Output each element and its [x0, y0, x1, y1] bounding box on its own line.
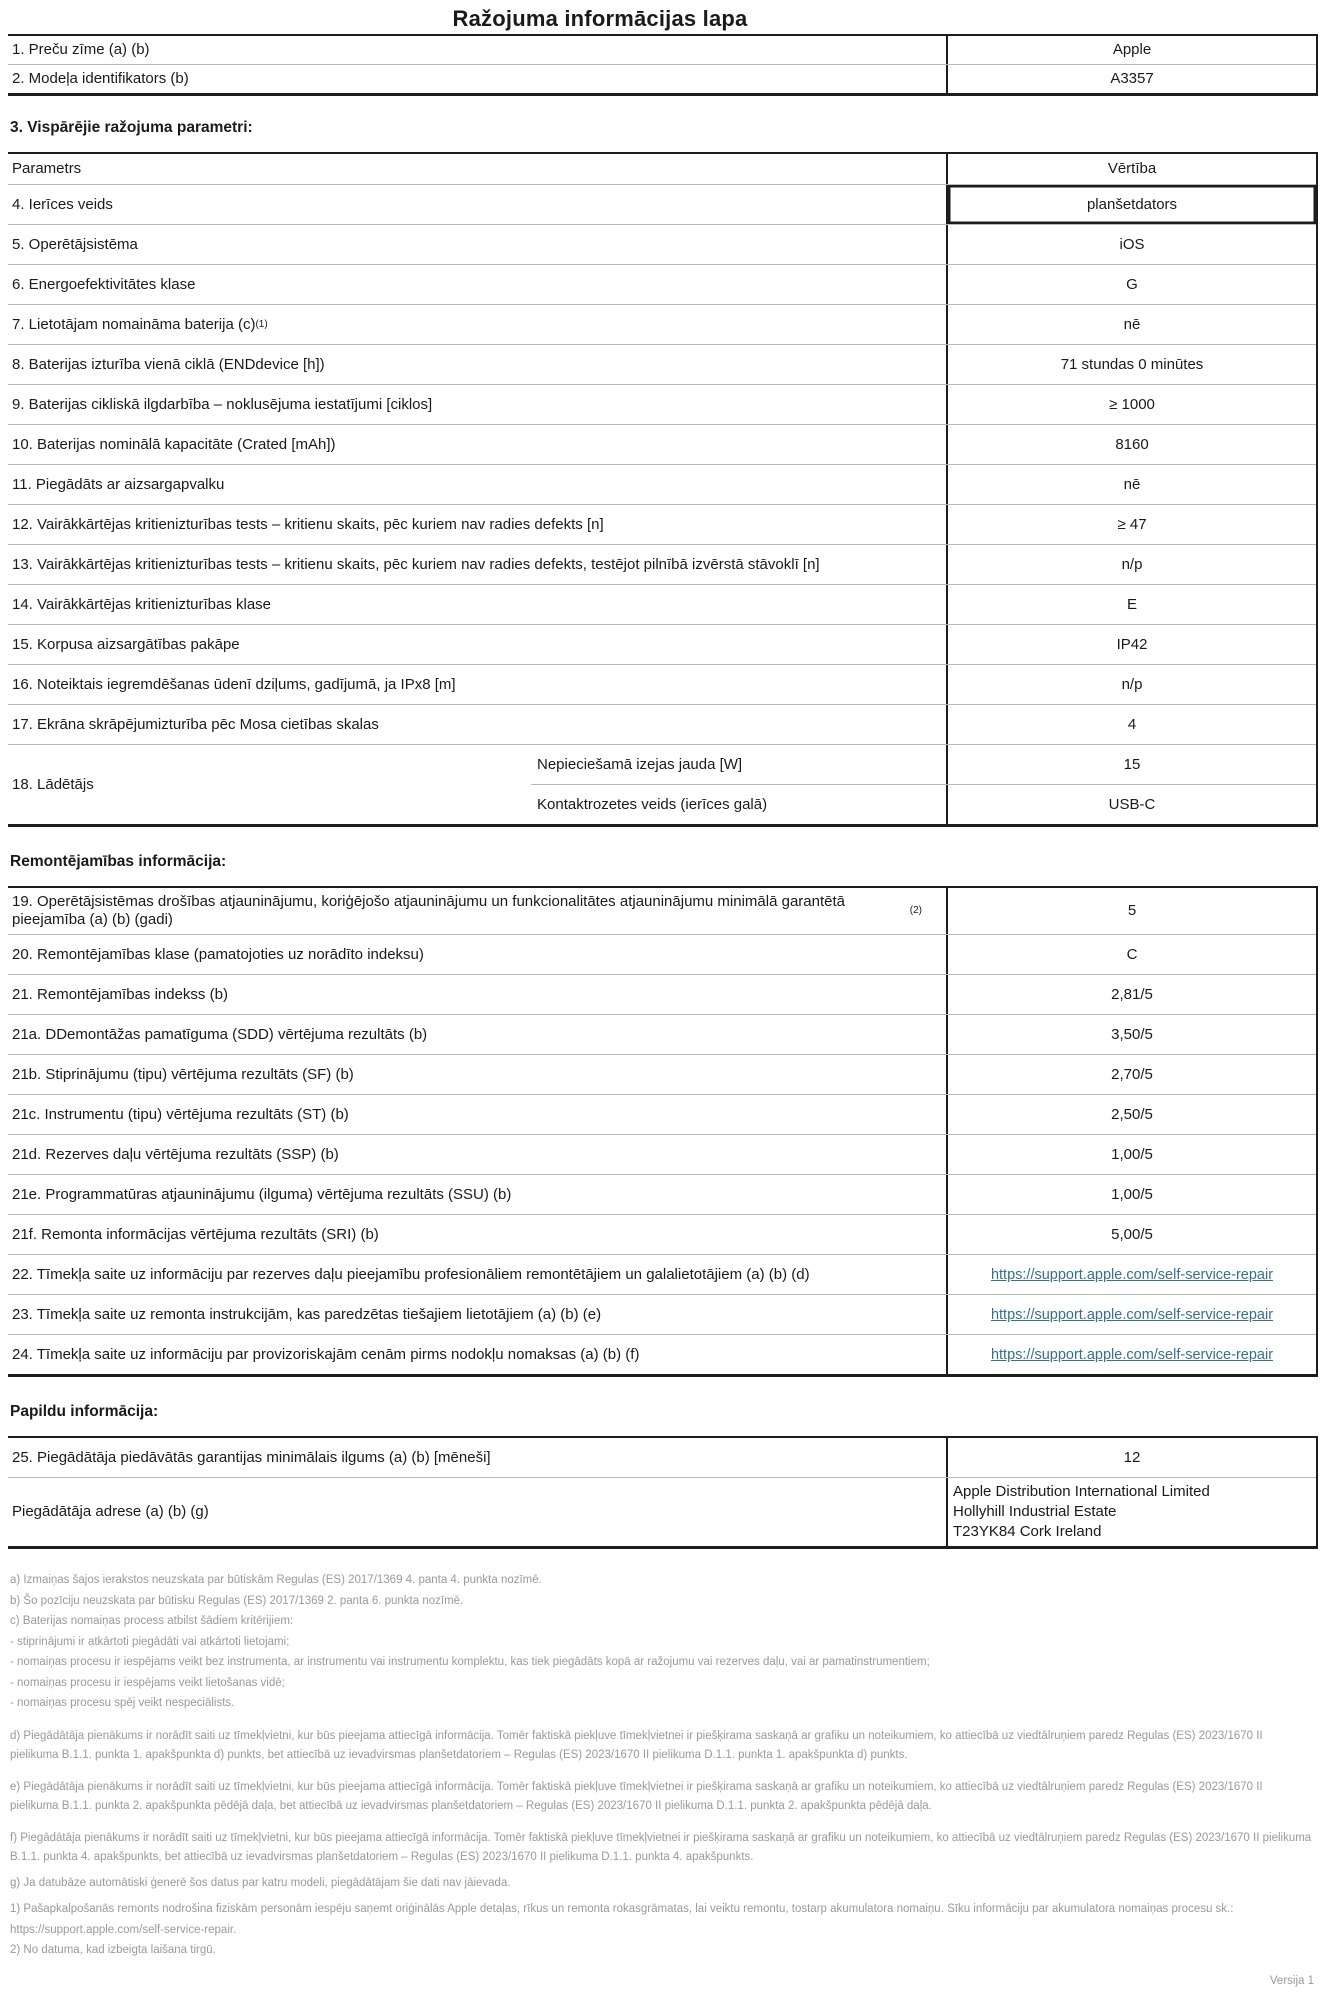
table-row	[8, 935, 1316, 975]
row-value	[946, 265, 1316, 304]
row-label	[8, 1055, 946, 1094]
row-label-text: 1. Preču zīme (a) (b)	[12, 41, 150, 58]
row-value	[946, 665, 1316, 704]
row-value	[946, 1295, 1316, 1334]
row-value-text: planšetdators	[1086, 195, 1178, 213]
row-label-text: Parametrs	[12, 160, 82, 177]
row-value-text: 2,81/5	[1111, 985, 1153, 1003]
row-value-text: IP42	[1116, 635, 1148, 653]
table-row	[8, 665, 1316, 705]
charger-sub-row	[531, 745, 1316, 785]
row-label-text: 2. Modeļa identifikators (b)	[12, 70, 189, 87]
table-row	[8, 1175, 1316, 1215]
table-row	[8, 36, 1316, 65]
table-row	[8, 65, 1316, 93]
footnote: - nomaiņas procesu ir iespējams veikt bez instrumenta, ar instrumentu vai instrumentu komplektu, kas tiek piegādāts kopā ar ražojumu vai rezerves daļu, vai ar pamatinstrumentiem;	[10, 1656, 930, 1668]
row-label	[8, 1335, 946, 1374]
row-label	[8, 585, 946, 624]
row-value	[946, 1055, 1316, 1094]
repair-link[interactable]: https://support.apple.com/self-service-repair	[990, 1266, 1274, 1283]
row-label-text: 21f. Remonta informācijas vērtējuma rezultāts (SRI) (b)	[12, 1225, 379, 1243]
address-line: T23YK84 Cork Ireland	[953, 1523, 1102, 1540]
row-label-text: 13. Vairākkārtējas kritienizturības tests – kritienu skaits, pēc kuriem nav radies defekts, testējot pilnībā izvērstā stāvoklī [n]	[12, 555, 820, 573]
address-line: Hollyhill Industrial Estate	[953, 1503, 1117, 1520]
row-value-text: 5	[1127, 902, 1137, 919]
row-label-text: 4. Ierīces veids	[12, 195, 113, 213]
row-value	[946, 36, 1316, 64]
row-value	[946, 65, 1316, 93]
row-value	[946, 1438, 1316, 1477]
row-label-text: 6. Energoefektivitātes klase	[12, 275, 196, 293]
row-value	[946, 745, 1316, 784]
charger-subrows	[531, 745, 1316, 824]
table-row	[8, 585, 1316, 625]
footnote: c) Baterijas nomaiņas process atbilst šādiem kritērijiem:	[10, 1615, 294, 1627]
table-row	[8, 345, 1316, 385]
footnote: d) Piegādātāja pienākums ir norādīt saiti uz tīmekļvietni, kur būs pieejama attiecīgā informācija. Tomēr faktiskā piekļuve tīmekļvietnei ir piešķirama saskaņā ar grafiku un noteikumiem, ko attiecībā uz viedtālruņiem paredz Regulas (ES) 2023/1670 II pielikuma B.1.1. punkta 1. apakšpunkta d) punkts, bet attiecībā uz ievadvirsmas planšetdatoriem – Regulas (ES) 2023/1670 II pielikuma D.1.1. punkta 1. apakšpunkta d) punkts.	[10, 1729, 1263, 1761]
row-label	[8, 1215, 946, 1254]
row-label	[8, 545, 946, 584]
repair-link[interactable]: https://support.apple.com/self-service-repair	[990, 1306, 1274, 1323]
footnote: - nomaiņas procesu spēj veikt nespeciālists.	[10, 1697, 235, 1709]
row-value-text: nē	[1123, 475, 1141, 493]
footnote: 1) Pašapkalpošanās remonts nodrošina fiziskām personām iespēju saņemt oriģinālās Apple detaļas, rīkus un remonta rokasgrāmatas, lai veiktu remontu, tostarp akumulatora nomaiņu. Sīku informāciju par akumulatora nomaiņas procesu sk.: https://support.apple.com/self-service-repair.	[10, 1903, 1234, 1936]
row-label: 19. Operētājsistēmas drošības atjauninājumu, koriģējošo atjauninājumu un funkcionalitātes atjauninājumu minimālā garantētā pieejamība (a) (b) (gadi) (2)	[12, 893, 922, 928]
row-value	[946, 935, 1316, 974]
row-label-text: 7. Lietotājam nomaināma baterija (c)	[12, 315, 256, 333]
repair-info-table	[8, 886, 1318, 1377]
identity-table	[8, 34, 1318, 96]
sub-row-label	[531, 745, 946, 784]
row-label	[8, 665, 946, 704]
row-label	[8, 36, 946, 64]
general-parameters-table	[8, 152, 1318, 827]
table-row	[8, 705, 1316, 745]
table-row-address	[8, 1478, 1316, 1546]
product-info-sheet	[0, 7, 1328, 1987]
footnote: 2) No datuma, kad izbeigta laišana tirgū.	[10, 1944, 216, 1956]
row-value	[946, 545, 1316, 584]
row-label	[8, 745, 531, 824]
row-value	[946, 1175, 1316, 1214]
row-label-text: 14. Vairākkārtējas kritienizturības klase	[12, 595, 271, 613]
row-label	[8, 154, 946, 184]
row-label	[8, 705, 946, 744]
row-value-text: 5,00/5	[1111, 1225, 1153, 1243]
table-row	[8, 1095, 1316, 1135]
row-label-text: 21. Remontējamības indekss (b)	[12, 985, 228, 1003]
row-label	[8, 265, 946, 304]
row-value	[946, 625, 1316, 664]
table-row	[8, 305, 1316, 345]
sub-row-label-text: Kontaktrozetes veids (ierīces galā)	[537, 796, 768, 813]
row-value-text: A3357	[1110, 70, 1154, 87]
footnote: f) Piegādātāja pienākums ir norādīt saiti uz tīmekļvietni, kur būs pieejama attiecīgā informācija. Tomēr faktiskā piekļuve tīmekļvietnei ir piešķirama saskaņā ar grafiku un noteikumiem, ko attiecībā uz viedtālruņiem paredz Regulas (ES) 2023/1670 II pielikuma B.1.1. punkta 4. apakšpunkts, bet attiecībā uz ievadvirsmas planšetdatoriem – Regulas (ES) 2023/1670 II pielikuma D.1.1. punkta 4. apakšpunkts.	[10, 1831, 1312, 1863]
row-value-text: 71 stundas 0 minūtes	[1060, 355, 1204, 373]
row-label	[8, 625, 946, 664]
row-value-text: G	[1126, 275, 1138, 293]
row-value	[946, 1095, 1316, 1134]
row-label	[8, 1015, 946, 1054]
row-label-text: 18. Lādētājs	[12, 776, 94, 793]
row-value-text: nē	[1123, 315, 1141, 333]
table-row-charger	[8, 745, 1316, 824]
row-value-text: ≥ 47	[1117, 515, 1147, 533]
row-label-text: 21e. Programmatūras atjauninājumu (ilguma) vērtējuma rezultāts (SSU) (b)	[12, 1185, 512, 1203]
row-value-text: 8160	[1115, 435, 1149, 453]
version-label: Versija 1	[1269, 1974, 1314, 1987]
sub-row-label	[531, 785, 946, 824]
row-value	[946, 1335, 1316, 1374]
table-row	[8, 465, 1316, 505]
row-label	[8, 505, 946, 544]
row-value	[946, 154, 1316, 184]
table-row	[8, 975, 1316, 1015]
row-label	[8, 1135, 946, 1174]
table-row	[8, 1135, 1316, 1175]
row-value	[946, 1478, 1316, 1546]
row-label-text: 21d. Rezerves daļu vērtējuma rezultāts (SSP) (b)	[12, 1145, 339, 1163]
row-value-text: 2,70/5	[1111, 1065, 1153, 1083]
row-value-text: 1,00/5	[1111, 1185, 1153, 1203]
footnote: - nomaiņas procesu ir iespējams veikt lietošanas vidē;	[10, 1676, 285, 1689]
footnote: e) Piegādātāja pienākums ir norādīt saiti uz tīmekļvietni, kur būs pieejama attiecīgā informācija. Tomēr faktiskā piekļuve tīmekļvietnei ir piešķirama saskaņā ar grafiku un noteikumiem, ko attiecībā uz viedtālruņiem paredz Regulas (ES) 2023/1670 II pielikuma B.1.1. punkta 2. apakšpunkta pēdējā daļa, bet attiecībā uz ievadvirsmas planšetdatoriem – Regulas (ES) 2023/1670 II pielikuma D.1.1. punkta 2. apakšpunkta pēdējā daļa.	[10, 1780, 1263, 1812]
footnote: g) Ja datubāze automātiski ģenerē šos datus par katru modeli, piegādātājam šie dati nav jāievada.	[10, 1876, 511, 1889]
footnote: - stiprinājumi ir atkārtoti piegādāti vai atkārtoti lietojami;	[10, 1635, 290, 1648]
table-row	[8, 1055, 1316, 1095]
row-value-text: 3,50/5	[1111, 1025, 1153, 1043]
row-value	[946, 505, 1316, 544]
address-line: Apple Distribution International Limited	[953, 1483, 1210, 1500]
row-value-text: USB-C	[1108, 795, 1156, 813]
row-value-text: Apple	[1112, 41, 1152, 58]
row-value	[946, 185, 1316, 224]
table-row	[8, 545, 1316, 585]
general-section-heading: 3. Vispārējie ražojuma parametri:	[10, 119, 253, 136]
row-label-text: 20. Remontējamības klase (pamatojoties uz norādīto indeksu)	[12, 945, 424, 963]
row-label-text: 24. Tīmekļa saite uz informāciju par provizoriskajām cenām pirms nodokļu nomaksas (a) (b) (f)	[12, 1345, 640, 1363]
row-label-text: 5. Operētājsistēma	[12, 235, 138, 253]
footnote: a) Izmaiņas šajos ierakstos neuzskata par būtiskām Regulas (ES) 2017/1369 4. panta 4. punkta nozīmē.	[10, 1574, 542, 1586]
table-row	[8, 505, 1316, 545]
row-label	[8, 975, 946, 1014]
footnotes	[8, 1570, 1318, 1961]
sub-row-label-text: Nepieciešamā izejas jauda [W]	[537, 756, 743, 773]
row-label-text: 23. Tīmekļa saite uz remonta instrukcijām, kas paredzētas tiešajiem lietotājiem (a) (b) (e)	[12, 1305, 602, 1323]
page-title: Ražojuma informācijas lapa	[452, 6, 748, 31]
row-label	[8, 345, 946, 384]
row-value-text: 4	[1127, 715, 1137, 733]
row-value	[946, 425, 1316, 464]
row-label-text: 25. Piegādātāja piedāvātās garantijas minimālais ilgums (a) (b) [mēneši]	[12, 1448, 491, 1466]
additional-section-heading: Papildu informācija:	[10, 1403, 159, 1420]
row-label	[8, 935, 946, 974]
table-row	[8, 625, 1316, 665]
row-value	[946, 225, 1316, 264]
repair-link[interactable]: https://support.apple.com/self-service-repair	[990, 1346, 1274, 1363]
row-label-text: 21a. DDemontāžas pamatīguma (SDD) vērtējuma rezultāts (b)	[12, 1025, 428, 1043]
table-row	[8, 265, 1316, 305]
row-value	[946, 345, 1316, 384]
row-label-text: 9. Baterijas cikliskā ilgdarbība – noklusējuma iestatījumi [ciklos]	[12, 395, 433, 413]
row-value-text: ≥ 1000	[1109, 395, 1155, 413]
row-label-text: 19. Operētājsistēmas drošības atjauninājumu, koriģējošo atjauninājumu un funkcionalitātes atjauninājumu minimālā garantētā pieejamība (a) (b) (gadi)	[12, 893, 845, 928]
table-row	[8, 385, 1316, 425]
row-label-text: 12. Vairākkārtējas kritienizturības tests – kritienu skaits, pēc kuriem nav radies defekts [n]	[12, 515, 604, 533]
table-row	[8, 1215, 1316, 1255]
footnote: b) Šo pozīciju neuzskata par būtisku Regulas (ES) 2017/1369 2. panta 6. punkta nozīmē.	[10, 1594, 464, 1607]
table-row	[8, 1255, 1316, 1295]
additional-info-table	[8, 1436, 1318, 1549]
row-label-text: Piegādātāja adrese (a) (b) (g)	[12, 1503, 209, 1520]
table-row	[8, 1438, 1316, 1478]
table-row	[8, 225, 1316, 265]
row-label-text: 10. Baterijas nominālā kapacitāte (Crated [mAh])	[12, 435, 336, 453]
row-label-text: 22. Tīmekļa saite uz informāciju par rezerves daļu pieejamību profesionāliem remontētājiem un galalietotājiem (a) (b) (d)	[12, 1265, 810, 1283]
row-value-text: 2,50/5	[1111, 1105, 1153, 1123]
table-row	[8, 425, 1316, 465]
table-header-row	[8, 154, 1316, 185]
row-label-text: 8. Baterijas izturība vienā ciklā (ENDdevice [h])	[12, 355, 325, 373]
table-row	[8, 1015, 1316, 1055]
row-label	[8, 1175, 946, 1214]
row-label	[8, 1255, 946, 1294]
row-label-text: 11. Piegādāts ar aizsargapvalku	[12, 475, 225, 493]
row-value	[946, 1135, 1316, 1174]
row-label	[8, 185, 946, 224]
row-value	[946, 975, 1316, 1014]
row-label-text: 16. Noteiktais iegremdēšanas ūdenī dziļums, gadījumā, ja IPx8 [m]	[12, 675, 456, 693]
table-row	[8, 1295, 1316, 1335]
row-value	[946, 305, 1316, 344]
table-row	[8, 1335, 1316, 1374]
row-label	[8, 1438, 946, 1477]
row-value	[946, 1215, 1316, 1254]
row-value	[946, 888, 1316, 934]
row-label	[8, 385, 946, 424]
row-value-text: 1,00/5	[1111, 1145, 1153, 1163]
row-label	[8, 65, 946, 93]
row-value-text: 12	[1123, 1448, 1141, 1466]
row-label: 7. Lietotājam nomaināma baterija (c) (1)	[12, 315, 268, 333]
row-value-text: n/p	[1121, 555, 1143, 573]
row-value	[946, 785, 1316, 824]
row-value-text: 15	[1123, 755, 1141, 773]
row-value	[946, 585, 1316, 624]
row-label	[8, 1478, 946, 1546]
row-label-text: 21c. Instrumentu (tipu) vērtējuma rezultāts (ST) (b)	[12, 1105, 349, 1123]
row-label	[8, 225, 946, 264]
table-row	[8, 888, 1316, 935]
row-value	[946, 705, 1316, 744]
row-label-text: 15. Korpusa aizsargātības pakāpe	[12, 635, 240, 653]
row-value	[946, 385, 1316, 424]
row-value-text: iOS	[1119, 235, 1145, 253]
row-label-text: 17. Ekrāna skrāpējumizturība pēc Mosa cietības skalas	[12, 715, 379, 733]
row-value	[946, 465, 1316, 504]
row-value-text: n/p	[1121, 675, 1143, 693]
row-value	[946, 1255, 1316, 1294]
row-value-text: E	[1126, 595, 1137, 613]
charger-sub-row	[531, 785, 1316, 824]
row-value-text: Vērtība	[1107, 160, 1157, 177]
row-label	[8, 425, 946, 464]
row-label	[8, 1095, 946, 1134]
row-value	[946, 1015, 1316, 1054]
row-label	[8, 465, 946, 504]
repair-section-heading: Remontējamības informācija:	[10, 853, 227, 870]
row-label	[8, 1295, 946, 1334]
row-value-text: C	[1126, 945, 1138, 963]
row-label-text: 21b. Stiprinājumu (tipu) vērtējuma rezultāts (SF) (b)	[12, 1065, 354, 1083]
table-row	[8, 185, 1316, 225]
